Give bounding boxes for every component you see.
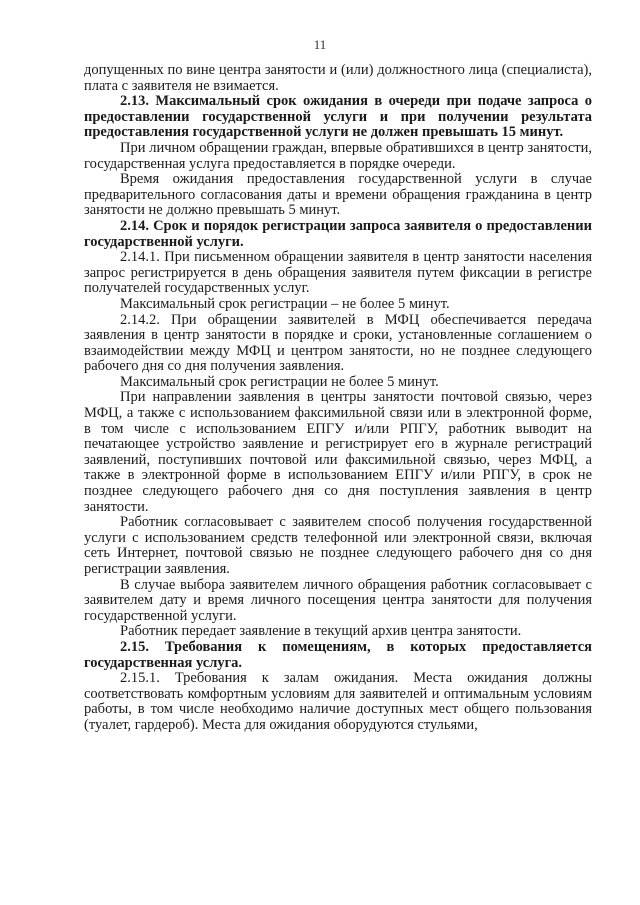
paragraph: 2.14.2. При обращении заявителей в МФЦ обеспечивается передача заявления в центр занятости в порядке и сроки, установленные соглашением о взаимодействии между МФЦ и центром занятости, но не позднее следующего рабочего дня со дня получения заявления. bbox=[84, 311, 592, 375]
paragraph: При направлении заявления в центры занятости почтовой связью, через МФЦ, а также с использованием факсимильной связи или в электронной форме, в том числе с использованием ЕПГУ и/или РПГУ, работник выводит на печатающее устройство заявление и регистрирует его в журнале регистраций заявлений, поступивших почтовой или факсимильной связью, через МФЦ, а также в электронной форме в использованием ЕПГУ и/или РПГУ, в срок не позднее следующего рабочего дня со дня поступления заявления в центр занятости. bbox=[84, 389, 592, 515]
section-heading-2-13: 2.13. Максимальный срок ожидания в очереди при подаче запроса о предоставлении государственной услуги и при получении результата предоставления государственной услуги не должен превышать 15 минут. bbox=[84, 93, 592, 141]
paragraph: Максимальный срок регистрации – не более 5 минут. bbox=[120, 295, 450, 312]
section-heading-2-14: 2.14. Срок и порядок регистрации запроса заявителя о предоставлении государственной услуги. bbox=[84, 217, 592, 250]
paragraph: В случае выбора заявителем личного обращения работник согласовывает с заявителем дату и время личного посещения центра занятости для получения государственной услуги. bbox=[84, 576, 592, 624]
paragraph: Работник передает заявление в текущий архив центра занятости. bbox=[120, 623, 522, 640]
paragraph: 2.15.1. Требования к залам ожидания. Места ожидания должны соответствовать комфортным условиям для заявителей и оптимальным условиям работы, в том числе необходимо наличие доступных мест общего пользования (туалет, гардероб). Места для ожидания оборудуются стульями, bbox=[84, 670, 592, 733]
paragraph: Время ожидания предоставления государственной услуги в случае предварительного согласования даты и времени обращения гражданина в центр занятости не должно превышать 5 минут. bbox=[84, 171, 592, 219]
document-body bbox=[84, 63, 592, 734]
paragraph: Работник согласовывает с заявителем способ получения государственной услуги с использованием средств телефонной или электронной связи, включая сеть Интернет, почтовой связью не позднее следующего рабочего дня со дня регистрации заявления. bbox=[84, 514, 592, 577]
paragraph: 2.14.1. При письменном обращении заявителя в центр занятости населения запрос регистрируется в день обращения заявителя путем фиксации в регистре получателей государственных услуг. bbox=[84, 249, 592, 297]
paragraph: Максимальный срок регистрации не более 5 минут. bbox=[120, 373, 439, 390]
page-number: 11 bbox=[313, 37, 327, 52]
paragraph: При личном обращении граждан, впервые обратившихся в центр занятости, государственная услуга предоставляется в порядке очереди. bbox=[84, 139, 592, 172]
section-heading-2-15: 2.15. Требования к помещениям, в которых предоставляется государственная услуга. bbox=[84, 638, 592, 671]
paragraph: допущенных по вине центра занятости и (или) должностного лица (специалиста), плата с заявителя не взимается. bbox=[84, 62, 592, 94]
